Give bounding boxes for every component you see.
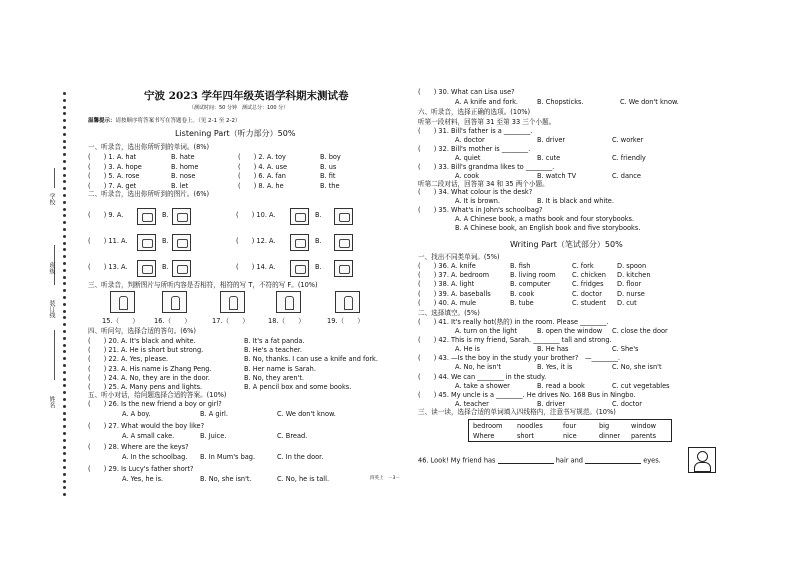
picture-question-label: ( ) 13. A. <box>88 263 128 271</box>
binding-dot <box>63 459 66 462</box>
judge-picture-18 <box>276 291 301 313</box>
exam-info: （测试时间：50 分钟 测试总分：100 分） <box>189 105 289 111</box>
fill-option-a: A. No, he isn't <box>455 363 501 372</box>
word-option: ( ) 3. A. hope <box>88 162 142 171</box>
binding-dot <box>63 412 66 415</box>
binding-dot <box>63 323 66 326</box>
word-choice: ( ) 37. A. bedroom <box>418 271 490 280</box>
question-30-option-a: A. A knife and fork. <box>455 98 518 106</box>
section-6-heading: 六、听录音，选择正确的选项。(10%) <box>418 108 531 116</box>
judge-blank: 19.（ ） <box>327 317 364 325</box>
binding-dot <box>63 221 66 224</box>
binding-dot <box>63 99 66 102</box>
picture-option-b <box>172 234 191 251</box>
q46-blank-1[interactable] <box>498 456 554 464</box>
word-bank-word: window <box>631 422 657 430</box>
binding-dot <box>63 405 66 408</box>
dialogue-question: ( ) 29. Is Lucy's father short? <box>88 464 194 473</box>
answer-option-b: B. It's a fat panda. <box>244 337 305 345</box>
picture-option-label: B. <box>162 237 169 245</box>
section-5-heading: 五、听小对话，给问题选择合适的答案。(10%) <box>88 391 227 399</box>
word-option: ( ) 5. A. rose <box>88 172 140 180</box>
section-1-heading: 一、听录音，选出你所听到的单词。(8%) <box>88 143 210 151</box>
binding-dot <box>63 112 66 115</box>
binding-dot <box>63 119 66 122</box>
word-choice: C. student <box>572 298 607 307</box>
listening-question: ( ) 32. Bill's mother is ________. <box>418 145 531 153</box>
binding-line <box>54 168 55 188</box>
binding-dot <box>63 248 66 251</box>
question-30-text: ( ) 30. What can Lisa use? <box>418 88 515 96</box>
listening-option-a: A. doctor <box>455 136 485 144</box>
writing-title: Writing Part（笔试部分）50% <box>510 240 623 249</box>
listening-question: ( ) 35. What's in John's schoolbag? <box>418 206 543 214</box>
picture-option-label: B. <box>315 263 322 271</box>
tip-label: 温馨提示： <box>88 118 116 124</box>
section-3-heading: 三、听录音，判断图片与所听内容是否相符，相符的写 T，不符的写 F。(10%) <box>88 281 318 289</box>
picture-option-a <box>290 234 309 251</box>
picture-option-label: B. <box>315 211 322 219</box>
fill-option-b: B. driver <box>537 399 566 408</box>
school-label: 学校 <box>48 193 55 205</box>
word-option: B. nose <box>171 172 196 180</box>
dialogue-option-a: A. A small cake. <box>122 431 175 440</box>
word-choice: B. tube <box>510 298 534 307</box>
word-bank-word: parents <box>631 431 657 440</box>
binding-dots <box>60 92 70 497</box>
binding-dot <box>63 106 66 109</box>
binding-dot <box>63 439 66 442</box>
word-option: ( ) 4. A. use <box>238 162 288 171</box>
binding-dot <box>63 242 66 245</box>
binding-dot <box>63 289 66 292</box>
picture-option-a <box>137 260 156 277</box>
binding-dot <box>63 140 66 143</box>
word-option: B. boy <box>320 153 341 161</box>
judge-blank: 16.（ ） <box>154 317 191 325</box>
picture-question-label: ( ) 14. A. <box>236 263 276 271</box>
word-option: ( ) 8. A. he <box>238 181 284 190</box>
word-choice: D. cut <box>617 298 637 307</box>
q46-text-b: hair and <box>555 456 583 465</box>
picture-question-label: ( ) 9. A. <box>88 211 124 219</box>
picture-option-label: B. <box>162 263 169 271</box>
binding-dot <box>63 194 66 197</box>
binding-dot <box>63 330 66 333</box>
section-6-note-2: 听第二段对话，回答第 34 和 35 两个小题。 <box>418 180 549 188</box>
binding-dot <box>63 214 66 217</box>
fill-option-a: A. teacher <box>455 399 489 408</box>
answer-option-b: B. A pencil box and some books. <box>244 383 352 391</box>
picture-option-b <box>172 260 191 277</box>
word-choice: D. floor <box>617 280 642 289</box>
word-choice: D. spoon <box>617 262 647 270</box>
class-label: 班级 <box>48 262 55 274</box>
listening-option-c: C. friendly <box>612 154 646 162</box>
picture-option-b <box>334 208 353 225</box>
word-option: B. hate <box>171 153 195 161</box>
word-choice: D. nurse <box>617 289 645 298</box>
binding-dot <box>63 364 66 367</box>
picture-option-label: B. <box>162 211 169 219</box>
picture-option-b <box>172 208 191 225</box>
picture-option-a <box>137 234 156 251</box>
word-choice: B. living room <box>510 271 556 280</box>
fill-question: ( ) 42. This is my friend, Sarah. ________ tall and strong. <box>418 336 612 345</box>
binding-line <box>54 330 55 380</box>
word-choice: C. doctor <box>572 289 602 298</box>
binding-dot <box>63 473 66 476</box>
fill-option-c: C. No, she isn't <box>612 363 662 372</box>
listening-question: ( ) 34. What colour is the desk? <box>418 188 533 196</box>
picture-option-a <box>290 260 309 277</box>
answer-option-b: B. No, they aren't. <box>244 373 305 382</box>
dialogue-option-b: B. In Mum's bag. <box>200 453 256 461</box>
word-choice: ( ) 40. A. mule <box>418 298 477 307</box>
dialogue-option-a: A. In the schoolbag. <box>122 453 188 461</box>
judge-blank: 17.（ ） <box>212 317 249 325</box>
writing-section-1-heading: 一、找出不同类单词。(5%) <box>418 253 500 261</box>
dialogue-question: ( ) 27. What would the boy like? <box>88 421 205 430</box>
picture-option-a <box>290 208 309 225</box>
binding-dot <box>63 201 66 204</box>
binding-dot <box>63 296 66 299</box>
binding-dot <box>63 398 66 401</box>
listening-question: ( ) 31. Bill's father is a ________. <box>418 127 533 135</box>
fill-question: ( ) 43. —Is the boy in the study your brother? —________. <box>418 354 621 363</box>
word-choice: D. kitchen <box>617 271 651 280</box>
section-4-heading: 四、听问句，选择合适的答句。(6%) <box>88 327 196 335</box>
listening-title: Listening Part（听力部分）50% <box>175 129 296 138</box>
dialogue-question: ( ) 26. Is the new friend a boy or girl? <box>88 400 222 408</box>
listening-option-a: A. quiet <box>455 154 481 162</box>
word-bank-word: nice <box>563 431 577 440</box>
word-bank-word: four <box>563 422 577 430</box>
binding-dot <box>63 357 66 360</box>
listening-option-a: A. A Chinese book, a maths book and four storybooks. <box>455 215 635 223</box>
picture-question-label: ( ) 12. A. <box>236 237 276 245</box>
binding-dot <box>63 180 66 183</box>
binding-dot <box>63 269 66 272</box>
binding-dot <box>63 493 66 496</box>
fill-option-c: C. cut vegetables <box>612 381 670 390</box>
listening-option-b: B. cute <box>537 154 561 162</box>
judge-picture-19 <box>335 291 360 313</box>
fill-option-c: C. doctor <box>612 399 642 408</box>
binding-dot <box>63 384 66 387</box>
word-option: ( ) 6. A. fan <box>238 172 286 180</box>
listening-option-c: C. worker <box>612 136 644 144</box>
binding-dot <box>63 126 66 129</box>
binding-dot <box>63 486 66 489</box>
name-label: 姓名 <box>48 396 55 408</box>
listening-option-b: B. A Chinese book, an English book and five storybooks. <box>455 224 641 232</box>
tip-text: 请按顺序将答案书写在答题卷上。（见 2-1 至 2-2） <box>115 118 241 124</box>
writing-section-2-heading: 二、选择填空。(5%) <box>418 309 480 317</box>
dialogue-option-a: A. A boy. <box>122 410 151 418</box>
word-choice: C. fridges <box>572 280 604 289</box>
word-bank-word: Where <box>473 431 495 440</box>
question-46 <box>418 456 661 464</box>
fill-option-c: C. She's <box>612 345 639 354</box>
listening-question: ( ) 33. Bill's grandma likes to ________. <box>418 163 555 171</box>
word-bank-word: bedroom <box>473 422 503 430</box>
listening-option-c: C. dance <box>612 172 641 180</box>
binding-dot <box>63 480 66 483</box>
fill-question: ( ) 45. My uncle is a ________. He drives No. 168 Bus in Ningbo. <box>418 390 636 399</box>
word-option: ( ) 2. A. toy <box>238 153 286 161</box>
dialogue-option-c: C. In the door. <box>277 453 324 461</box>
picture-question-label: ( ) 10. A. <box>236 211 276 219</box>
word-bank-word: short <box>517 431 534 440</box>
question-30-option-b: B. Chopsticks. <box>537 98 584 106</box>
binding-dot <box>63 344 66 347</box>
binding-dot <box>63 371 66 374</box>
listening-option-a: A. It is brown. <box>455 197 501 205</box>
fill-option-a: A. take a shower <box>455 381 510 390</box>
binding-dot <box>63 133 66 136</box>
dialogue-option-a: A. Yes, he is. <box>122 474 164 483</box>
exam-title: 宁波 2023 学年四年级英语学科期末测试卷 <box>144 90 349 102</box>
binding-dot <box>63 418 66 421</box>
binding-dot <box>63 174 66 177</box>
word-bank-word: big <box>599 422 610 430</box>
fill-question: ( ) 41. It's really hot(热的) in the room. Please ________. <box>418 318 609 326</box>
binding-dot <box>63 167 66 170</box>
answer-option-a: ( ) 25. A. Many pens and lights. <box>88 383 203 391</box>
dialogue-option-b: B. A girl. <box>200 410 228 418</box>
fill-option-a: A. He is <box>455 345 480 354</box>
listening-option-a: A. cook <box>455 172 480 180</box>
binding-dot <box>63 425 66 428</box>
picture-question-label: ( ) 11. A. <box>88 237 128 245</box>
fill-option-b: B. read a book <box>537 381 585 390</box>
word-option: B. the <box>320 181 340 190</box>
tip-line <box>88 119 240 125</box>
binding-dot <box>63 92 66 95</box>
word-bank-word: noodles <box>517 422 543 430</box>
section-6-note-1: 听第一段材料，回答第 31 至第 33 三个小题。 <box>418 118 556 126</box>
listening-option-b: B. driver <box>537 136 566 144</box>
answer-option-a: ( ) 21. A. He is short but strong. <box>88 346 204 355</box>
fill-option-b: B. Yes, it is <box>537 363 573 372</box>
girl-picture <box>688 447 716 473</box>
binding-dot <box>63 446 66 449</box>
binding-dot <box>63 466 66 469</box>
binding-dot <box>63 235 66 238</box>
word-choice: C. fork <box>572 262 594 270</box>
judge-picture-17 <box>220 291 245 313</box>
judge-blank: 15.（ ） <box>102 317 139 325</box>
binding-dot <box>63 316 66 319</box>
writing-section-3-heading: 三、读一读，选择合适的单词填入四线格内，注意书写规范。(10%) <box>418 408 616 416</box>
binding-dot <box>63 310 66 313</box>
answer-option-b: B. Her name is Sarah. <box>244 364 316 373</box>
word-option: B. let <box>171 181 189 190</box>
fill-option-a: A. turn on the light <box>455 327 518 335</box>
binding-dot <box>63 452 66 455</box>
picture-option-b <box>334 234 353 251</box>
answer-option-b: B. He's a teacher. <box>244 346 302 355</box>
q46-blank-2[interactable] <box>585 456 641 464</box>
binding-line-label: 装订线 <box>48 300 55 318</box>
binding-dot <box>63 262 66 265</box>
dialogue-option-c: C. No, he is tall. <box>277 474 330 483</box>
picture-option-a <box>137 208 156 225</box>
page-footer: 四英上 －3－ <box>370 476 400 481</box>
answer-option-a: ( ) 22. A. Yes, please. <box>88 355 169 364</box>
word-option: ( ) 1. A. hat <box>88 153 137 161</box>
binding-dot <box>63 187 66 190</box>
word-choice: B. fish <box>510 262 531 270</box>
binding-dot <box>63 255 66 258</box>
judge-picture-15 <box>110 291 135 313</box>
q46-text-c: eyes. <box>643 456 661 465</box>
word-choice: C. chicken <box>572 271 606 280</box>
listening-option-b: B. watch TV <box>537 172 577 180</box>
word-choice: ( ) 38. A. light <box>418 280 475 289</box>
answer-option-a: ( ) 23. A. His name is Zhang Peng. <box>88 364 212 373</box>
binding-dot <box>63 303 66 306</box>
q46-text-a: 46. Look! My friend has <box>418 456 496 465</box>
fill-option-b: B. open the window <box>537 327 603 335</box>
word-choice: B. cook <box>510 289 535 298</box>
binding-dot <box>63 282 66 285</box>
judge-picture-16 <box>162 291 187 313</box>
word-option: B. fit <box>320 172 336 180</box>
question-30-option-c: C. We don't know. <box>620 98 679 106</box>
fill-option-c: C. close the door <box>612 327 668 335</box>
answer-option-b: B. No, thanks. I can use a knife and fork. <box>244 355 378 364</box>
word-option: ( ) 7. A. get <box>88 181 137 190</box>
fill-question: ( ) 44. We can ________ in the study. <box>418 372 547 381</box>
dialogue-question: ( ) 28. Where are the keys? <box>88 443 189 451</box>
binding-dot <box>63 337 66 340</box>
binding-dot <box>63 153 66 156</box>
listening-option-b: B. It is black and white. <box>537 197 614 205</box>
fill-option-b: B. He has <box>537 345 569 354</box>
word-option: B. us <box>320 162 337 171</box>
picture-option-label: B. <box>315 237 322 245</box>
dialogue-option-c: C. Bread. <box>277 431 308 440</box>
binding-dot <box>63 276 66 279</box>
binding-dot <box>63 378 66 381</box>
word-option: B. home <box>171 162 199 171</box>
dialogue-option-b: B. Juice. <box>200 431 227 440</box>
word-choice: ( ) 39. A. baseballs <box>418 289 491 298</box>
binding-dot <box>63 228 66 231</box>
dialogue-option-b: B. No, she isn't. <box>200 474 252 483</box>
judge-blank: 18.（ ） <box>268 317 305 325</box>
binding-dot <box>63 391 66 394</box>
picture-option-b <box>334 260 353 277</box>
word-choice: B. computer <box>510 280 551 289</box>
answer-option-a: ( ) 20. A. It's black and white. <box>88 337 196 345</box>
dialogue-option-c: C. We don't know. <box>277 410 336 418</box>
answer-option-a: ( ) 24. A. No, they are in the door. <box>88 373 210 382</box>
binding-dot <box>63 160 66 163</box>
binding-dot <box>63 350 66 353</box>
binding-dot <box>63 208 66 211</box>
word-choice: ( ) 36. A. knife <box>418 262 476 270</box>
binding-dot <box>63 432 66 435</box>
word-bank-word: dinner <box>599 431 621 440</box>
binding-dot <box>63 146 66 149</box>
section-2-heading: 二、听录音，选出你所听到的图片。(6%) <box>88 190 210 198</box>
